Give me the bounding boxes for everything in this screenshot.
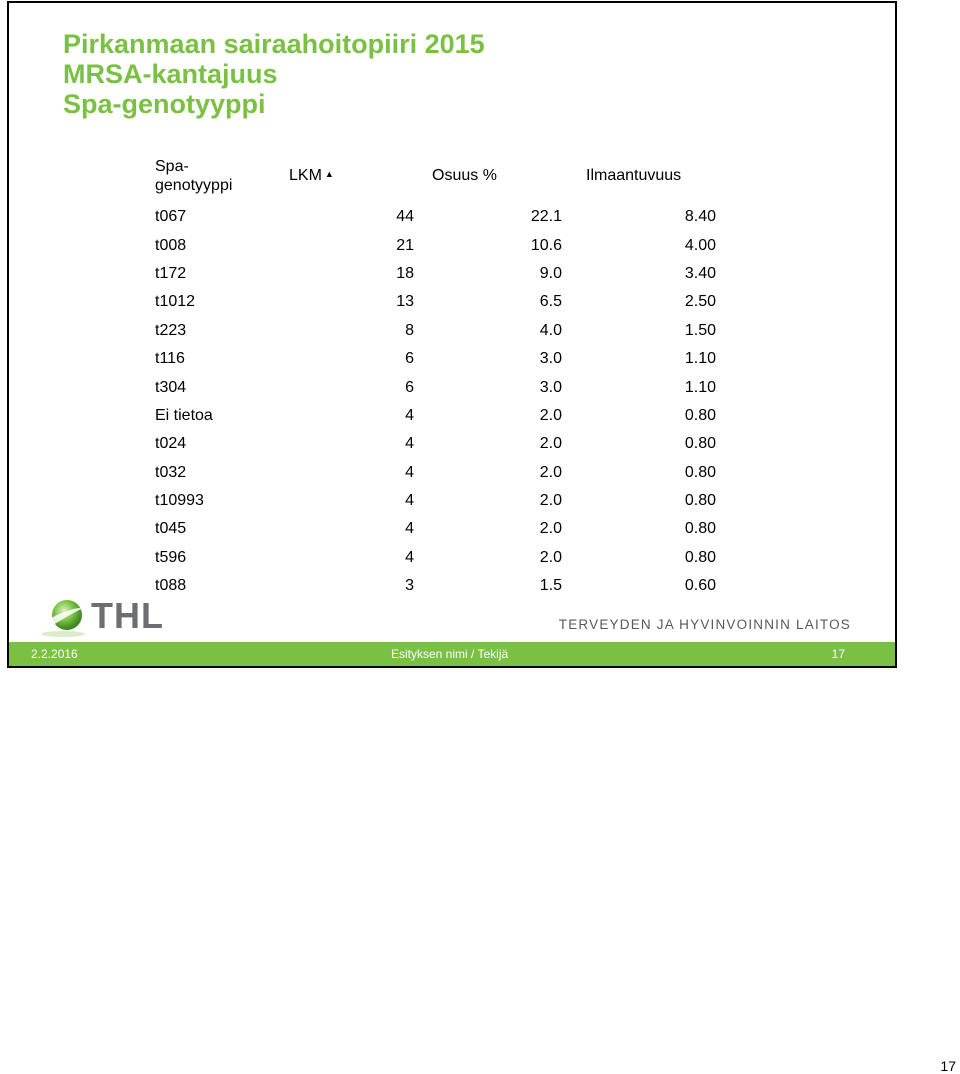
slide-title xyxy=(63,29,485,119)
cell-ilmaantuvuus: 8.40 xyxy=(684,208,716,226)
cell-osuus: 10.6 xyxy=(530,236,562,254)
cell-spa: t304 xyxy=(155,378,187,396)
footer-presentation: Esityksen nimi / Tekijä xyxy=(391,647,509,661)
header-spa-genotyyppi[interactable]: Spa- genotyyppi xyxy=(155,158,233,194)
title-line-2: MRSA-kantajuus xyxy=(63,59,278,89)
header-lkm[interactable]: LKM ▲ xyxy=(289,167,334,184)
cell-spa: t10993 xyxy=(155,492,204,510)
table-row xyxy=(149,402,716,430)
cell-lkm: 4 xyxy=(405,463,414,481)
sort-ascending-icon: ▲ xyxy=(324,169,334,179)
cell-osuus: 9.0 xyxy=(539,264,562,282)
thl-logo xyxy=(39,597,169,637)
cell-osuus: 2.0 xyxy=(539,463,562,481)
logo-text: THL xyxy=(91,595,164,636)
cell-lkm: 6 xyxy=(405,350,414,368)
table-row xyxy=(149,544,716,572)
footer-bar xyxy=(9,642,895,666)
slide xyxy=(7,1,897,668)
header-osuus[interactable]: Osuus % xyxy=(432,167,497,184)
cell-osuus: 4.0 xyxy=(539,321,562,339)
cell-spa: t032 xyxy=(155,463,187,481)
cell-lkm: 3 xyxy=(405,577,414,595)
cell-lkm: 6 xyxy=(405,378,414,396)
cell-ilmaantuvuus: 3.40 xyxy=(684,264,716,282)
cell-spa: t172 xyxy=(155,264,187,282)
cell-spa: t596 xyxy=(155,548,187,566)
table-row xyxy=(149,459,716,487)
title-line-1: Pirkanmaan sairaahoitopiiri 2015 xyxy=(63,29,485,59)
cell-ilmaantuvuus: 0.80 xyxy=(684,520,716,538)
thl-globe-icon xyxy=(39,597,89,637)
cell-osuus: 2.0 xyxy=(539,435,562,453)
table-row xyxy=(149,430,716,458)
table-row xyxy=(149,317,716,345)
cell-osuus: 2.0 xyxy=(539,548,562,566)
table-row xyxy=(149,373,716,401)
cell-osuus: 22.1 xyxy=(530,208,562,226)
table-body xyxy=(149,203,716,600)
cell-osuus: 2.0 xyxy=(539,406,562,424)
cell-lkm: 8 xyxy=(405,321,414,339)
table-row xyxy=(149,515,716,543)
table-row xyxy=(149,345,716,373)
cell-lkm: 21 xyxy=(396,236,414,254)
cell-osuus: 1.5 xyxy=(539,577,562,595)
cell-ilmaantuvuus: 2.50 xyxy=(684,293,716,311)
cell-osuus: 2.0 xyxy=(539,492,562,510)
cell-lkm: 4 xyxy=(405,520,414,538)
cell-ilmaantuvuus: 0.60 xyxy=(684,577,716,595)
table-row xyxy=(149,572,716,600)
table-row xyxy=(149,203,716,231)
cell-spa: t008 xyxy=(155,236,187,254)
cell-ilmaantuvuus: 0.80 xyxy=(684,492,716,510)
cell-spa: t088 xyxy=(155,577,187,595)
cell-lkm: 44 xyxy=(396,208,414,226)
cell-osuus: 3.0 xyxy=(539,350,562,368)
table-row xyxy=(149,260,716,288)
cell-spa: t1012 xyxy=(155,293,196,311)
table-header-row xyxy=(149,149,716,203)
cell-ilmaantuvuus: 0.80 xyxy=(684,463,716,481)
page-number: 17 xyxy=(940,1058,956,1074)
spa-genotype-table xyxy=(149,149,716,600)
cell-lkm: 18 xyxy=(396,264,414,282)
table-row xyxy=(149,288,716,316)
cell-ilmaantuvuus: 0.80 xyxy=(684,435,716,453)
organization-name: TERVEYDEN JA HYVINVOINNIN LAITOS xyxy=(558,617,851,632)
cell-osuus: 2.0 xyxy=(539,520,562,538)
cell-spa: t024 xyxy=(155,435,187,453)
cell-ilmaantuvuus: 1.50 xyxy=(684,321,716,339)
cell-osuus: 6.5 xyxy=(539,293,562,311)
cell-lkm: 4 xyxy=(405,435,414,453)
cell-spa: t116 xyxy=(155,350,185,368)
cell-lkm: 4 xyxy=(405,406,414,424)
cell-ilmaantuvuus: 0.80 xyxy=(684,406,716,424)
table-row xyxy=(149,231,716,259)
cell-spa: t223 xyxy=(155,321,187,339)
header-ilmaantuvuus[interactable]: Ilmaantuvuus xyxy=(586,167,682,184)
cell-lkm: 4 xyxy=(405,548,414,566)
cell-spa: Ei tietoa xyxy=(155,406,213,424)
title-line-3: Spa-genotyyppi xyxy=(63,89,266,119)
cell-lkm: 13 xyxy=(396,293,414,311)
cell-lkm: 4 xyxy=(405,492,414,510)
cell-spa: t045 xyxy=(155,520,187,538)
cell-osuus: 3.0 xyxy=(539,378,562,396)
footer-page-number: 17 xyxy=(831,647,845,661)
table-row xyxy=(149,487,716,515)
cell-ilmaantuvuus: 4.00 xyxy=(684,236,716,254)
footer-date: 2.2.2016 xyxy=(31,647,78,661)
cell-ilmaantuvuus: 0.80 xyxy=(684,548,716,566)
cell-ilmaantuvuus: 1.10 xyxy=(684,378,716,396)
cell-ilmaantuvuus: 1.10 xyxy=(684,350,716,368)
cell-spa: t067 xyxy=(155,208,187,226)
